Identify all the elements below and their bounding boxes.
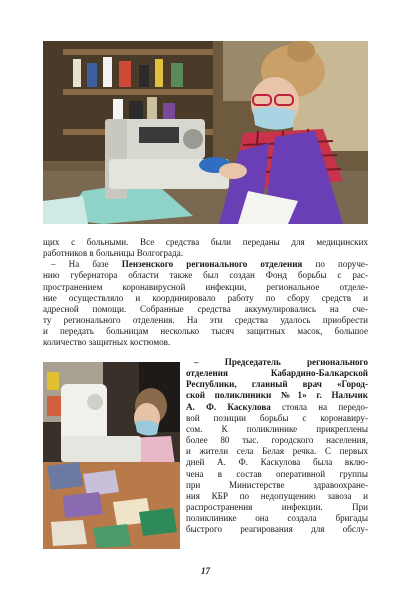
text-line: количество защитных костюмов.: [43, 337, 171, 348]
bold-line: [186, 379, 368, 390]
text-line: при Министерстве здравоохране-: [186, 479, 368, 490]
text-line: распространения инфекции. При: [186, 502, 368, 513]
text-line: и передать больницам несколько тысяч защитных масок, большое: [43, 326, 368, 337]
text-line: ния КБР по недопущению завоза и: [186, 490, 368, 501]
text-line: нию губернатора области также был создан Фонд борьбы с рас-: [43, 270, 368, 281]
text-line: поликлинике она создала бригады: [186, 513, 368, 524]
text-block-right: [186, 357, 368, 536]
text-line: работников в больницы Волгограда.: [43, 248, 184, 259]
bold-line: [186, 390, 368, 401]
photo-woman-sewing-bottom: [43, 362, 180, 549]
text-line: дней А. Ф. Каскулова была вклю-: [186, 457, 368, 468]
page-number: 17: [201, 566, 210, 576]
text-line: сом. К поликлинике прикреплены: [186, 423, 368, 434]
photo-woman-sewing-top: [43, 41, 368, 224]
penza-rest: по поруче-: [302, 259, 368, 270]
bold-line: [186, 357, 368, 368]
text-line: более 80 тыс. городского населения,: [186, 435, 368, 446]
bold-text: – Председатель регионального: [194, 357, 368, 367]
penza-branch-name: Пензенского регионального отделения: [121, 259, 303, 270]
kaskulova-line: [186, 402, 368, 413]
text-line: и жители села Белая речка. С первых: [186, 446, 368, 457]
text-line: ту регионального отделения. На эти средства удалось приобрести: [43, 315, 368, 326]
text-line: ние осуществляло и координировало работу по сбору средств и: [43, 292, 368, 303]
bold-text: ской поликлиники №1» г. Нальчик: [186, 390, 368, 401]
bold-line: [186, 368, 368, 379]
text-line: адресной помощи. Собранные средства аккумулировались на сче-: [43, 303, 368, 314]
text-line: вой позиции борьбы с коронавиру-: [186, 412, 368, 423]
photo-bottom-illustration: [43, 362, 180, 549]
bold-text: Республики, главный врач «Город-: [186, 379, 368, 390]
bold-text: отделения Кабардино-Балкарской: [186, 368, 368, 379]
penza-intro: – На базе: [51, 259, 122, 270]
kaskulova-name: А. Ф. Каскулова: [186, 401, 271, 412]
kaskulova-rest: стояла на передо-: [270, 401, 368, 412]
text-line: чена в состав оперативной группы: [186, 468, 368, 479]
text-line: щих с больными. Все средства были переданы для медицинских: [43, 237, 368, 247]
photo-top-illustration: [43, 41, 368, 224]
text-line: быстрого реагирования для обслу-: [186, 524, 368, 535]
text-line: пространением коронавирусной инфекции, региональное отделе-: [43, 281, 368, 292]
penza-first-line: [43, 259, 368, 270]
text-block-top: [43, 237, 368, 349]
